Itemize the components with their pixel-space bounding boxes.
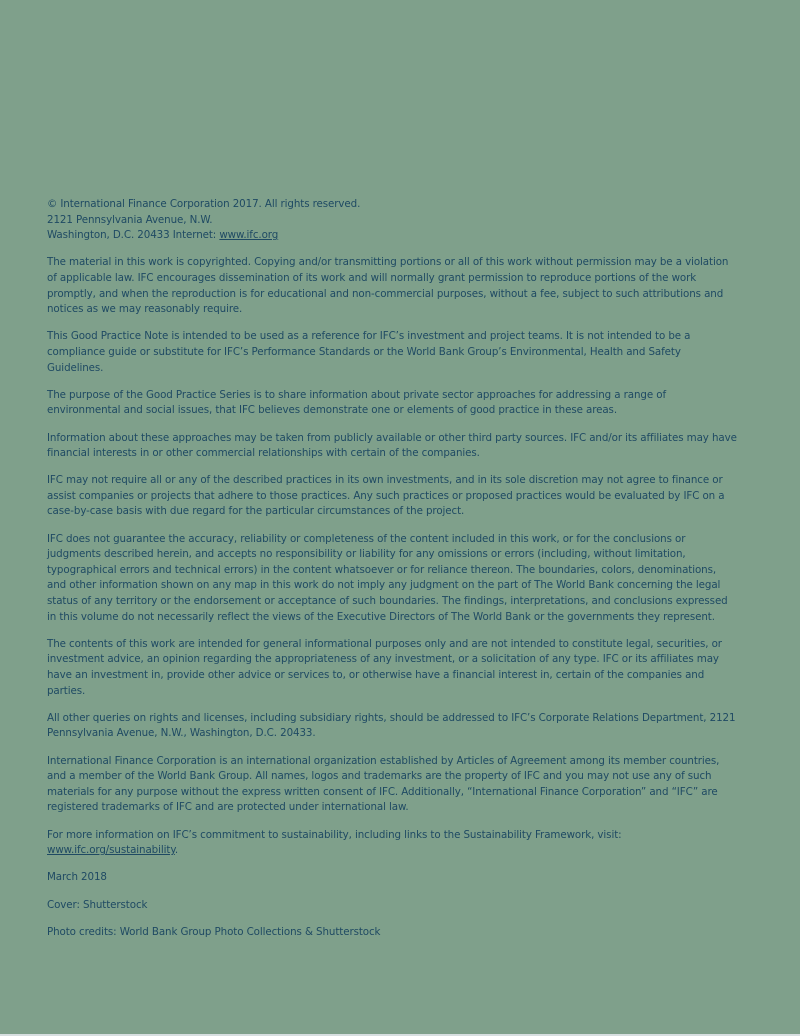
purpose-paragraph: The purpose of the Good Practice Series is to share information about private sector approaches for addressing a range of environmental and social issues, that IFC believes demonstrate one or elements of good practice in these areas. — [47, 388, 666, 417]
general-info-paragraph: The contents of this work are intended for general informational purposes only and are not intended to constitute legal, securities, or investment advice, an opinion regarding the appropriateness of any investment, or a solicitation of any type. IFC or its affiliates may have an investment in, provide other advice or services to, or otherwise have a financial interest in, certain of the companies and parties. — [47, 637, 722, 697]
imprint-page — [47, 197, 737, 952]
information-paragraph: Information about these approaches may be taken from publicly available or other third party sources. IFC and/or its affiliates may have financial interests in or other commercial relationships with certain of the companies. — [47, 431, 737, 460]
ifc-organization-paragraph: International Finance Corporation is an international organization established by Articles of Agreement among its member countries, and a member of the World Bank Group. All names, logos and trademarks are the property of IFC and you may not use any of such materials for any purpose without the express written consent of IFC. Additionally, “International Finance Corporation” and “IFC” are registered trademarks of IFC and are protected under international law. — [47, 754, 720, 814]
copyright-notice-paragraph: The material in this work is copyrighted. Copying and/or transmitting portions or all of this work without permission may be a violation of applicable law. IFC encourages dissemination of its work and will normally grant permission to reproduce portions of the work promptly, and when the reproduction is for educational and non-commercial purposes, without a fee, subject to such attributions and notices as we may reasonably require. — [47, 256, 729, 316]
city-line — [47, 228, 737, 244]
cover-credit: Cover: Shutterstock — [47, 898, 148, 911]
sustainability-suffix: . — [174, 844, 179, 857]
sustainability-paragraph — [47, 828, 737, 859]
website-link[interactable]: www.ifc.org — [219, 229, 279, 242]
queries-paragraph: All other queries on rights and licenses, including subsidiary rights, should be addressed to IFC’s Corporate Relations Department, 2121 Pennsylvania Avenue, N.W., Washington, D.C. 20433. — [47, 711, 736, 740]
disclaimer-paragraph: IFC does not guarantee the accuracy, reliability or completeness of the content included in this work, or for the conclusions or judgments described herein, and accepts no responsibility or liability for any omissions or errors (including, without limitation, typographical errors and technical errors) in the content whatsoever or for reliance thereon. The boundaries, colors, denominations, and other information shown on any map in this work do not imply any judgment on the part of The World Bank concerning the legal status of any territory or the endorsement or acceptance of such boundaries. The findings, interpretations, and conclusions expressed in this volume do not necessarily reflect the views of the Executive Directors of The World Bank or the governments they represent. — [47, 532, 728, 623]
good-practice-note-paragraph: This Good Practice Note is intended to be used as a reference for IFC’s investment and project teams. It is not intended to be a compliance guide or substitute for IFC’s Performance Standards or the World Bank Group’s Environmental, Health and Safety Guidelines. — [47, 330, 691, 374]
copyright-block — [47, 197, 737, 244]
sustainability-link[interactable]: www.ifc.org/sustainability — [47, 844, 175, 857]
copyright-line: © International Finance Corporation 2017. All rights reserved. — [47, 198, 361, 210]
city-text: Washington, D.C. 20433 Internet: — [47, 229, 220, 242]
sustainability-text: For more information on IFC’s commitment to sustainability, including links to the Sustainability Framework, visit: — [47, 828, 622, 841]
address-line: 2121 Pennsylvania Avenue, N.W. — [47, 213, 213, 226]
date-line: March 2018 — [47, 871, 107, 884]
practices-paragraph: IFC may not require all or any of the described practices in its own investments, and in its sole discretion may not agree to finance or assist companies or projects that adhere to those practices. Any such practices or proposed practices would be evaluated by IFC on a case-by-case basis with due regard for the particular circumstances of the project. — [47, 474, 725, 518]
photo-credits: Photo credits: World Bank Group Photo Collections & Shutterstock — [47, 925, 381, 938]
